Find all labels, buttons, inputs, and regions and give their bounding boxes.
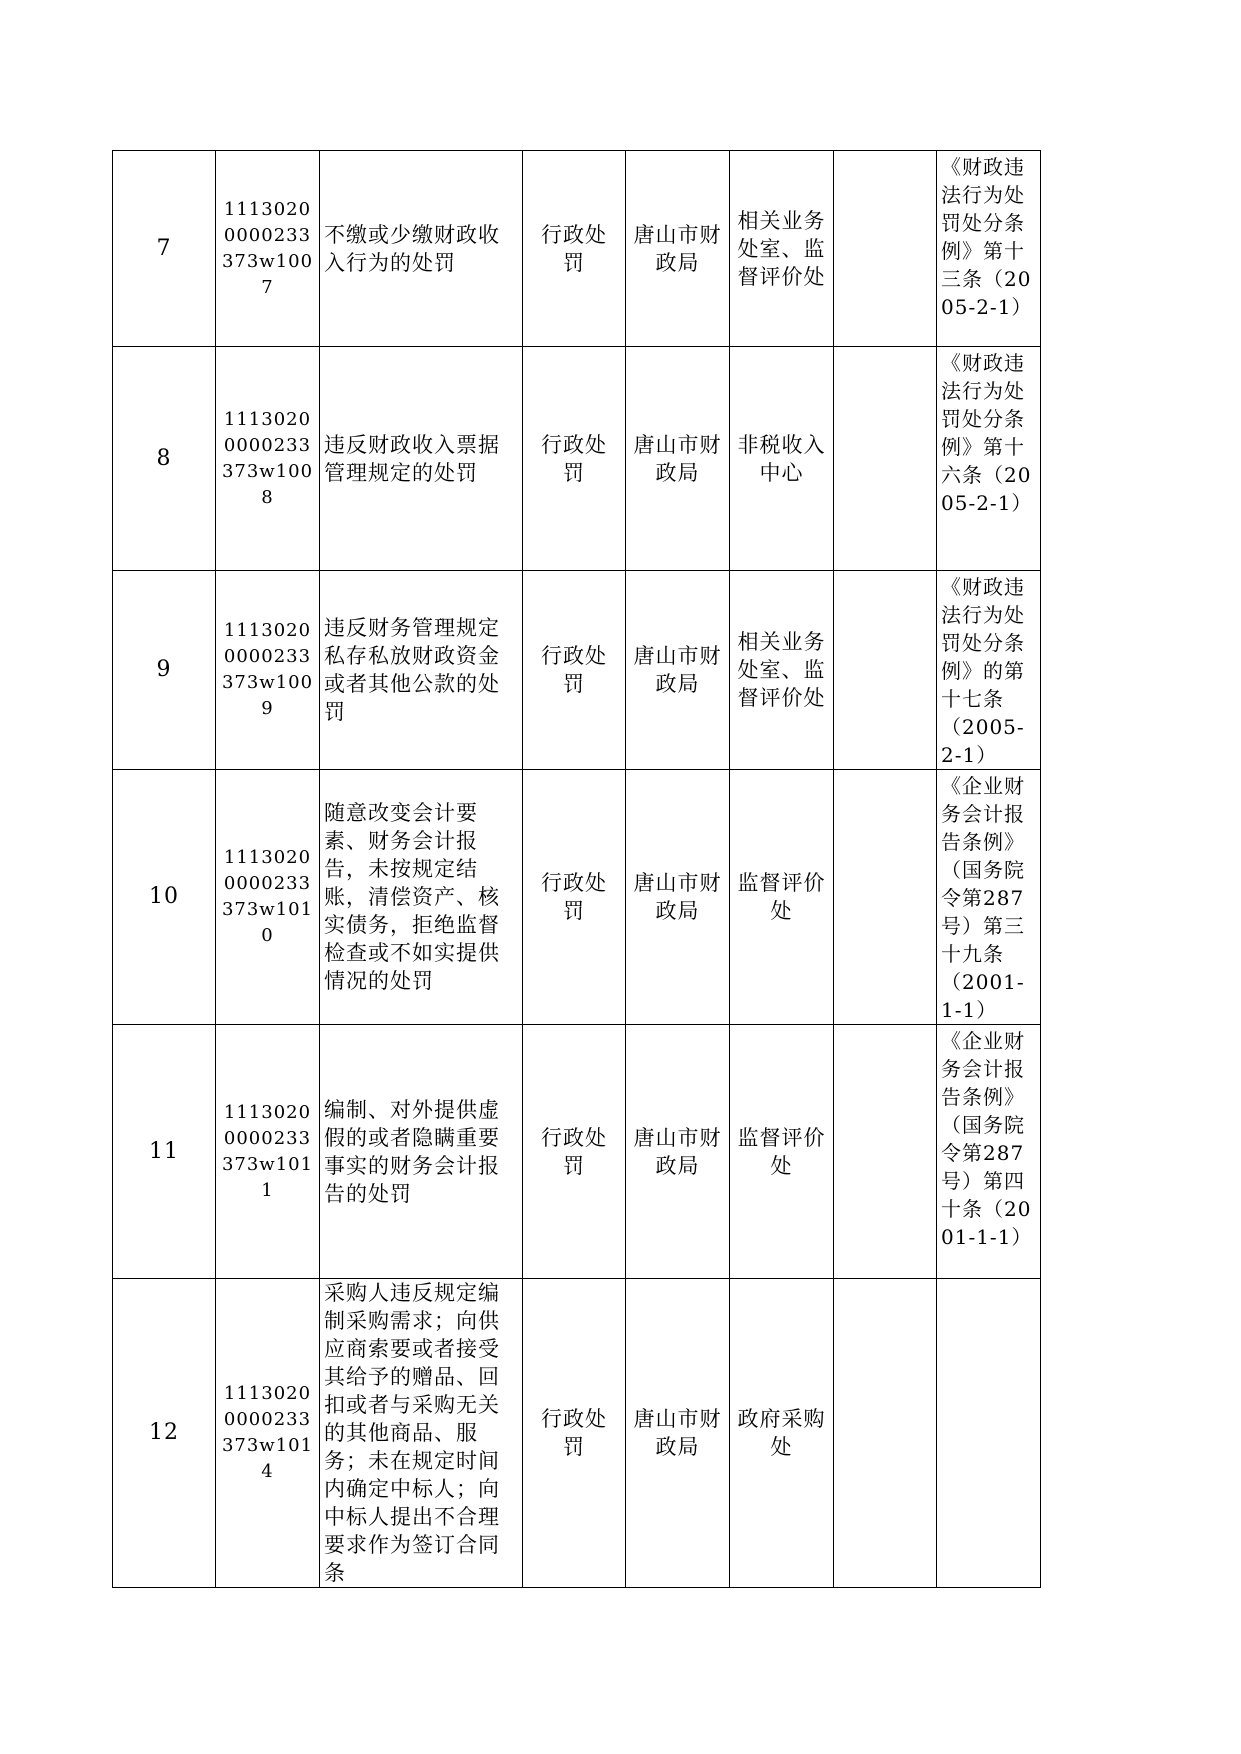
item-type: 行政处罚 xyxy=(523,151,626,347)
item-department: 相关业务处室、监督评价处 xyxy=(730,151,834,347)
item-blank xyxy=(834,770,937,1025)
item-name: 违反财政收入票据管理规定的处罚 xyxy=(320,347,523,571)
item-number: 11 xyxy=(113,1025,216,1279)
item-name: 违反财务管理规定私存私放财政资金或者其他公款的处罚 xyxy=(320,571,523,770)
item-authority: 唐山市财政局 xyxy=(626,151,730,347)
item-name: 不缴或少缴财政收入行为的处罚 xyxy=(320,151,523,347)
penalty-items-table xyxy=(112,150,1041,1588)
item-type: 行政处罚 xyxy=(523,1025,626,1279)
item-department: 监督评价处 xyxy=(730,770,834,1025)
item-type: 行政处罚 xyxy=(523,770,626,1025)
item-number: 12 xyxy=(113,1279,216,1588)
item-type: 行政处罚 xyxy=(523,347,626,571)
item-department: 政府采购处 xyxy=(730,1279,834,1588)
item-code: 11130200000233373w1014 xyxy=(216,1279,320,1588)
item-legal-basis: 《企业财务会计报告条例》（国务院令第287号）第三十九条（2001-1-1） xyxy=(937,770,1041,1025)
item-authority: 唐山市财政局 xyxy=(626,571,730,770)
item-department: 相关业务处室、监督评价处 xyxy=(730,571,834,770)
item-number: 9 xyxy=(113,571,216,770)
item-number: 8 xyxy=(113,347,216,571)
table-row xyxy=(113,571,1041,770)
item-department: 非税收入中心 xyxy=(730,347,834,571)
table-row xyxy=(113,347,1041,571)
item-type: 行政处罚 xyxy=(523,571,626,770)
table-row xyxy=(113,1025,1041,1279)
item-name: 采购人违反规定编制采购需求；向供应商索要或者接受其给予的赠品、回扣或者与采购无关的其他商品、服务；未在规定时间内确定中标人；向中标人提出不合理要求作为签订合同条 xyxy=(320,1279,523,1588)
item-code: 11130200000233373w1011 xyxy=(216,1025,320,1279)
item-code: 11130200000233373w1009 xyxy=(216,571,320,770)
item-authority: 唐山市财政局 xyxy=(626,1279,730,1588)
item-code: 11130200000233373w1008 xyxy=(216,347,320,571)
item-blank xyxy=(834,1025,937,1279)
item-name: 随意改变会计要素、财务会计报告，未按规定结账，清偿资产、核实债务，拒绝监督检查或不如实提供情况的处罚 xyxy=(320,770,523,1025)
table-row xyxy=(113,1279,1041,1588)
item-legal-basis: 《财政违法行为处罚处分条例》的第十七条（2005-2-1） xyxy=(937,571,1041,770)
item-department: 监督评价处 xyxy=(730,1025,834,1279)
item-number: 7 xyxy=(113,151,216,347)
item-legal-basis xyxy=(937,1279,1041,1588)
item-authority: 唐山市财政局 xyxy=(626,1025,730,1279)
item-legal-basis: 《企业财务会计报告条例》（国务院令第287号）第四十条（2001-1-1） xyxy=(937,1025,1041,1279)
item-blank xyxy=(834,347,937,571)
item-code: 11130200000233373w1007 xyxy=(216,151,320,347)
table-row xyxy=(113,770,1041,1025)
item-blank xyxy=(834,151,937,347)
item-authority: 唐山市财政局 xyxy=(626,347,730,571)
item-number: 10 xyxy=(113,770,216,1025)
item-blank xyxy=(834,571,937,770)
item-authority: 唐山市财政局 xyxy=(626,770,730,1025)
item-code: 11130200000233373w1010 xyxy=(216,770,320,1025)
item-legal-basis: 《财政违法行为处罚处分条例》第十三条（2005-2-1） xyxy=(937,151,1041,347)
table-row xyxy=(113,151,1041,347)
item-legal-basis: 《财政违法行为处罚处分条例》第十六条（2005-2-1） xyxy=(937,347,1041,571)
item-type: 行政处罚 xyxy=(523,1279,626,1588)
item-blank xyxy=(834,1279,937,1588)
item-name: 编制、对外提供虚假的或者隐瞒重要事实的财务会计报告的处罚 xyxy=(320,1025,523,1279)
